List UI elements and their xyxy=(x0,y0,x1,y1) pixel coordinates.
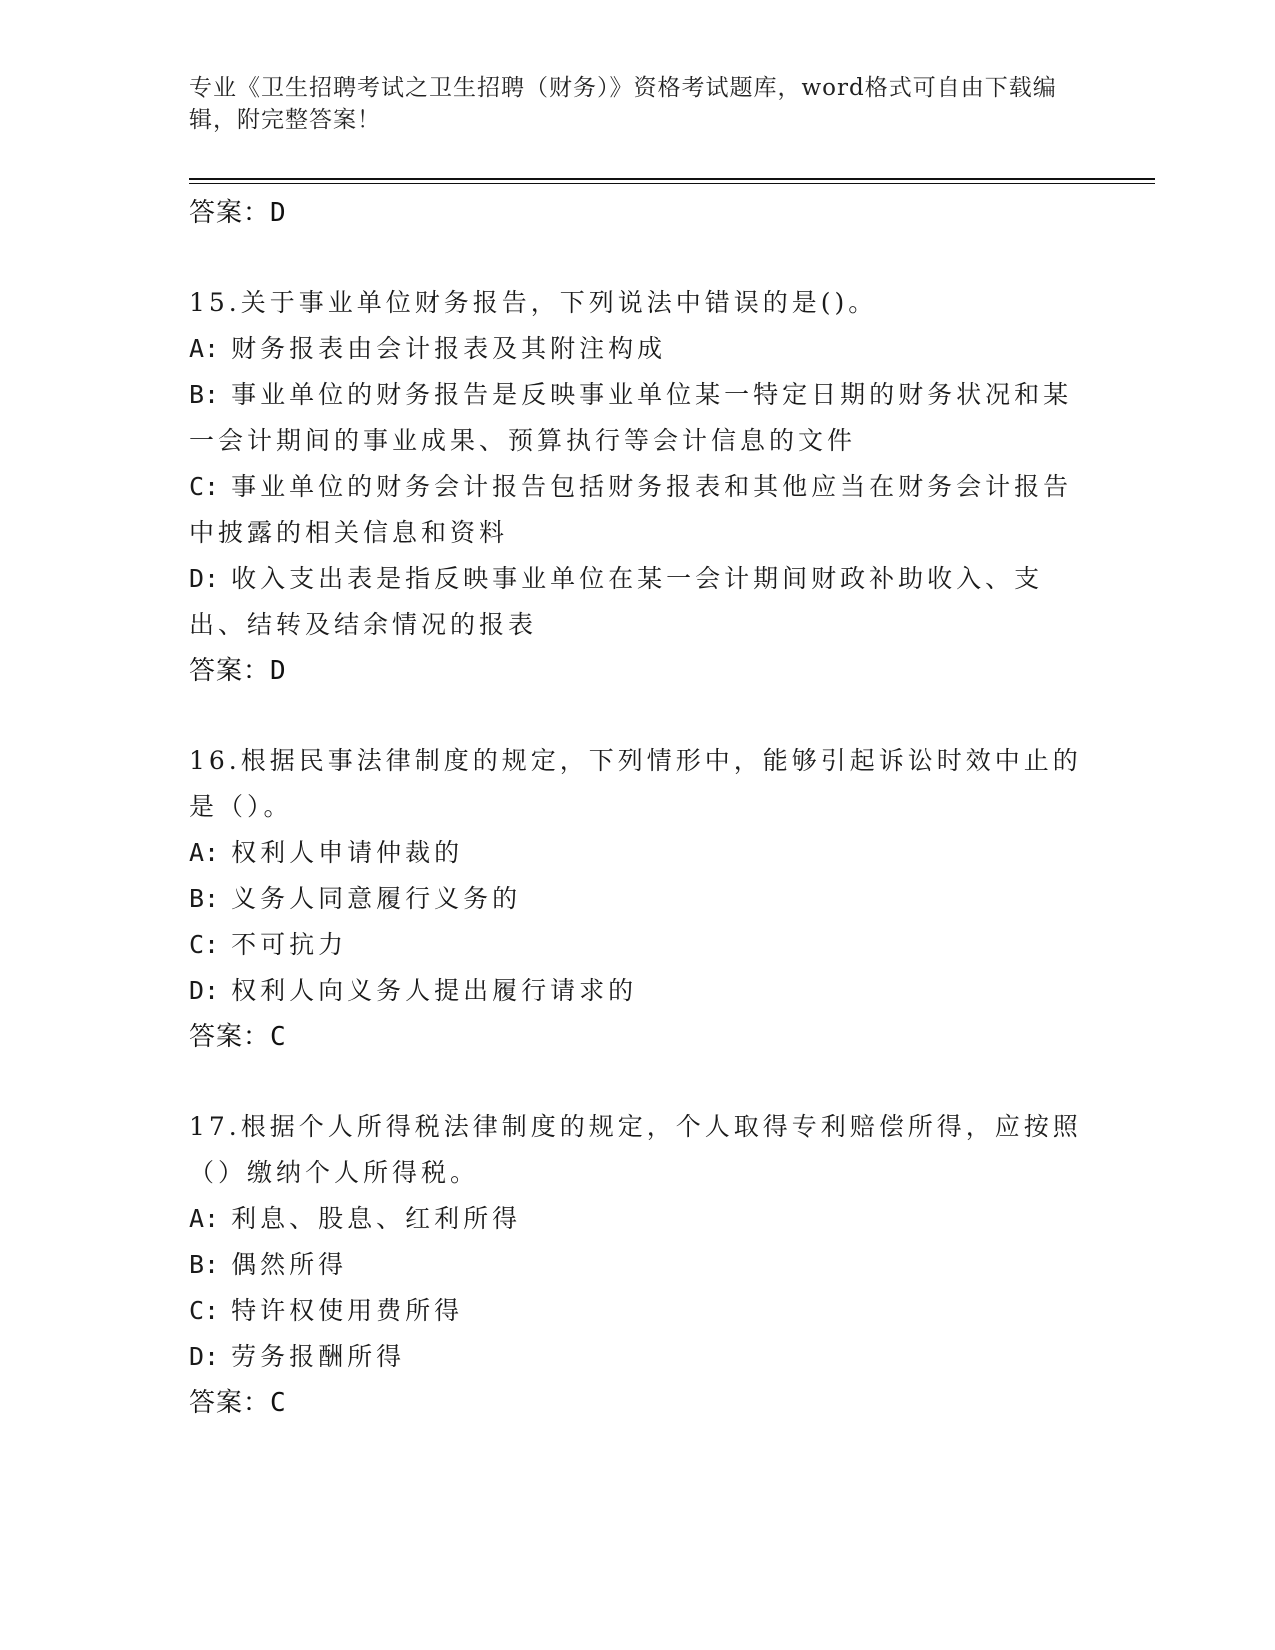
option-text: 财务报表由会计报表及其附注构成 xyxy=(231,334,667,363)
option-letter: C: xyxy=(189,1296,220,1325)
option-b xyxy=(189,876,1089,922)
option-letter: B: xyxy=(189,1250,220,1279)
answer xyxy=(189,1380,1089,1426)
answer-label: 答案： xyxy=(189,1388,271,1418)
option-a xyxy=(189,326,1089,372)
question-stem: 17.根据个人所得税法律制度的规定，个人取得专利赔偿所得，应按照（）缴纳个人所得税。 xyxy=(189,1112,1082,1187)
answer-label: 答案： xyxy=(189,656,271,686)
option-text: 不可抗力 xyxy=(231,930,348,959)
header-divider xyxy=(189,178,1155,184)
answer-label: 答案： xyxy=(189,198,271,228)
option-d xyxy=(189,556,1089,648)
answer-value: D xyxy=(270,656,287,686)
question-stem: 15.关于事业单位财务报告，下列说法中错误的是()。 xyxy=(189,288,878,317)
previous-answer xyxy=(189,190,1089,236)
option-b xyxy=(189,372,1089,464)
option-letter: B: xyxy=(189,884,220,913)
option-text: 义务人同意履行义务的 xyxy=(231,884,522,913)
option-letter: C: xyxy=(189,930,220,959)
option-text: 收入支出表是指反映事业单位在某一会计期间财政补助收入、支出、结转及结余情况的报表 xyxy=(189,564,1044,639)
option-text: 利息、股息、红利所得 xyxy=(231,1204,522,1233)
question-15 xyxy=(189,280,1089,694)
option-letter: A: xyxy=(189,838,220,867)
option-d xyxy=(189,968,1089,1014)
answer-value: C xyxy=(270,1022,287,1052)
option-letter: B: xyxy=(189,380,220,409)
option-text: 劳务报酬所得 xyxy=(231,1342,406,1371)
option-c xyxy=(189,464,1089,556)
option-c xyxy=(189,1288,1089,1334)
option-text: 权利人申请仲裁的 xyxy=(231,838,464,867)
option-d xyxy=(189,1334,1089,1380)
option-a xyxy=(189,1196,1089,1242)
option-c xyxy=(189,922,1089,968)
option-text: 偶然所得 xyxy=(231,1250,348,1279)
option-text: 事业单位的财务会计报告包括财务报表和其他应当在财务会计报告中披露的相关信息和资料 xyxy=(189,472,1073,547)
question-16 xyxy=(189,738,1089,1060)
answer-value: C xyxy=(270,1388,287,1418)
option-text: 特许权使用费所得 xyxy=(231,1296,464,1325)
page-header: 专业《卫生招聘考试之卫生招聘（财务）》资格考试题库，word格式可自由下载编辑，附完整答案！ xyxy=(189,75,1057,133)
option-letter: A: xyxy=(189,334,220,363)
question-17 xyxy=(189,1104,1089,1426)
question-list xyxy=(189,190,1089,1426)
answer-value: D xyxy=(270,198,287,228)
option-letter: D: xyxy=(189,564,220,593)
option-letter: C: xyxy=(189,472,220,501)
answer-label: 答案： xyxy=(189,1022,271,1052)
option-letter: D: xyxy=(189,976,220,1005)
option-text: 事业单位的财务报告是反映事业单位某一特定日期的财务状况和某一会计期间的事业成果、预算执行等会计信息的文件 xyxy=(189,380,1073,455)
option-b xyxy=(189,1242,1089,1288)
question-stem: 16.根据民事法律制度的规定，下列情形中，能够引起诉讼时效中止的是（）。 xyxy=(189,746,1082,821)
option-text: 权利人向义务人提出履行请求的 xyxy=(231,976,638,1005)
option-a xyxy=(189,830,1089,876)
option-letter: D: xyxy=(189,1342,220,1371)
answer xyxy=(189,648,1089,694)
answer xyxy=(189,1014,1089,1060)
option-letter: A: xyxy=(189,1204,220,1233)
